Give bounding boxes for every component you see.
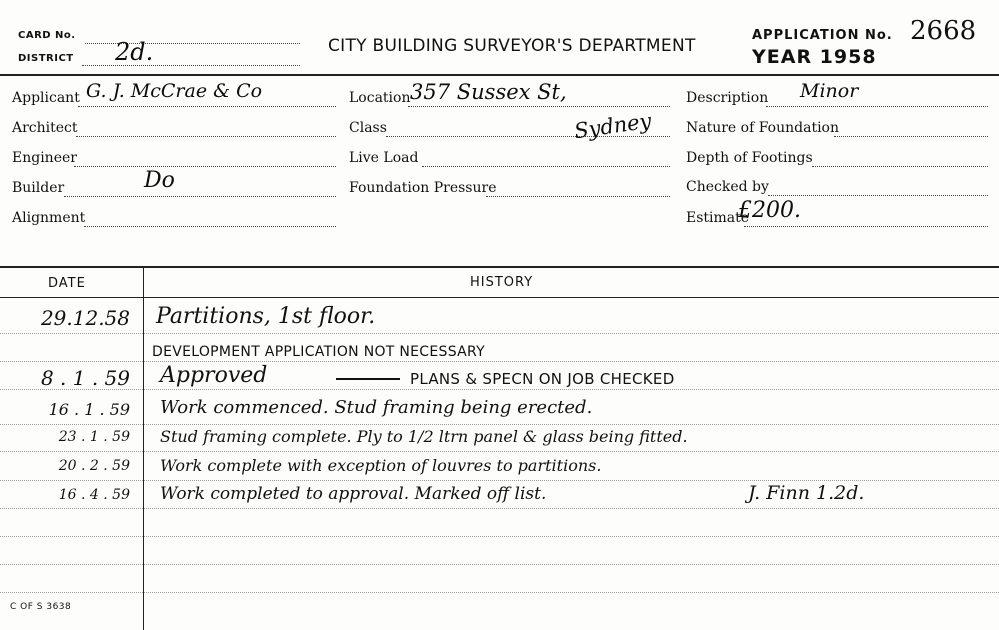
row-line <box>0 451 999 452</box>
alignment-label: Alignment <box>12 210 86 226</box>
approved-signature: Approved <box>160 363 268 388</box>
history-date: 8 . 1 . 59 <box>40 366 130 390</box>
district-label: DISTRICT <box>18 53 74 64</box>
architect-line <box>76 136 336 137</box>
description-line <box>766 106 988 107</box>
builder-label: Builder <box>12 180 65 196</box>
history-text: Stud framing complete. Ply to 1/2 ltrn panel & glass being fitted. <box>160 427 688 446</box>
description-value: Minor <box>800 80 859 102</box>
nature-of-foundation-label: Nature of Foundation <box>686 120 839 136</box>
row-line <box>0 592 999 593</box>
engineer-label: Engineer <box>12 150 77 166</box>
location-line <box>408 106 670 107</box>
row-line <box>0 424 999 425</box>
history-date: 16 . 4 . 59 <box>58 487 130 503</box>
header-rule <box>0 74 999 76</box>
card-no-label: CARD No. <box>18 30 76 41</box>
row-line <box>0 536 999 537</box>
nature-of-foundation-line <box>834 136 988 137</box>
row-line <box>0 480 999 481</box>
row-line <box>0 361 999 362</box>
checked-by-label: Checked by <box>686 179 769 195</box>
row-line <box>0 333 999 334</box>
estimate-line <box>744 226 988 227</box>
date-column-divider <box>143 268 144 630</box>
class-label: Class <box>349 120 387 136</box>
history-text: Work commenced. Stud framing being erected. <box>160 397 593 418</box>
depth-of-footings-line <box>812 166 988 167</box>
history-date: 29.12.58 <box>40 306 130 330</box>
location-value-line2: Sydney <box>572 108 653 144</box>
description-label: Description <box>686 90 769 106</box>
history-header: HISTORY <box>470 275 534 290</box>
year-label: YEAR 1958 <box>752 46 877 68</box>
live-load-label: Live Load <box>349 150 419 166</box>
district-value: 2d. <box>115 38 154 66</box>
depth-of-footings-label: Depth of Footings <box>686 150 813 166</box>
department-title: CITY BUILDING SURVEYOR'S DEPARTMENT <box>328 36 696 56</box>
approved-dash <box>336 378 400 380</box>
estimate-label: Estimate <box>686 210 750 226</box>
row-line <box>0 508 999 509</box>
checked-by-line <box>768 195 988 196</box>
row-line <box>0 564 999 565</box>
engineer-line <box>74 166 336 167</box>
history-text: Partitions, 1st floor. <box>156 304 376 329</box>
application-no-label: APPLICATION No. <box>752 28 893 43</box>
live-load-line <box>422 166 670 167</box>
foundation-pressure-line <box>486 196 670 197</box>
row-line <box>0 389 999 390</box>
development-application-stamp: DEVELOPMENT APPLICATION NOT NECESSARY <box>152 344 486 360</box>
location-value-line1: 357 Sussex St, <box>410 80 567 104</box>
history-date: 23 . 1 . 59 <box>58 429 130 445</box>
estimate-value: £200. <box>738 198 801 223</box>
alignment-line <box>84 226 336 227</box>
architect-label: Architect <box>12 120 78 136</box>
applicant-label: Applicant <box>12 90 80 106</box>
applicant-value: G. J. McCrae & Co <box>86 80 263 102</box>
date-header: DATE <box>48 276 86 291</box>
inspector-signature: J. Finn 1.2d. <box>748 482 865 504</box>
class-line <box>386 136 670 137</box>
applicant-line <box>78 106 336 107</box>
history-text: Work completed to approval. Marked off list. <box>160 484 547 504</box>
history-header-rule <box>0 297 999 298</box>
builder-line <box>64 196 336 197</box>
history-top-rule <box>0 266 999 268</box>
application-no-value: 2668 <box>910 16 977 46</box>
history-date: 20 . 2 . 59 <box>58 458 130 474</box>
history-text: Work complete with exception of louvres to partitions. <box>160 456 602 475</box>
history-date: 16 . 1 . 59 <box>48 400 130 419</box>
form-code: C OF S 3638 <box>10 602 72 612</box>
location-label: Location <box>349 90 411 106</box>
plans-checked-stamp: PLANS & SPECN ON JOB CHECKED <box>410 370 675 388</box>
builder-value: Do <box>144 168 175 193</box>
foundation-pressure-label: Foundation Pressure <box>349 180 497 196</box>
